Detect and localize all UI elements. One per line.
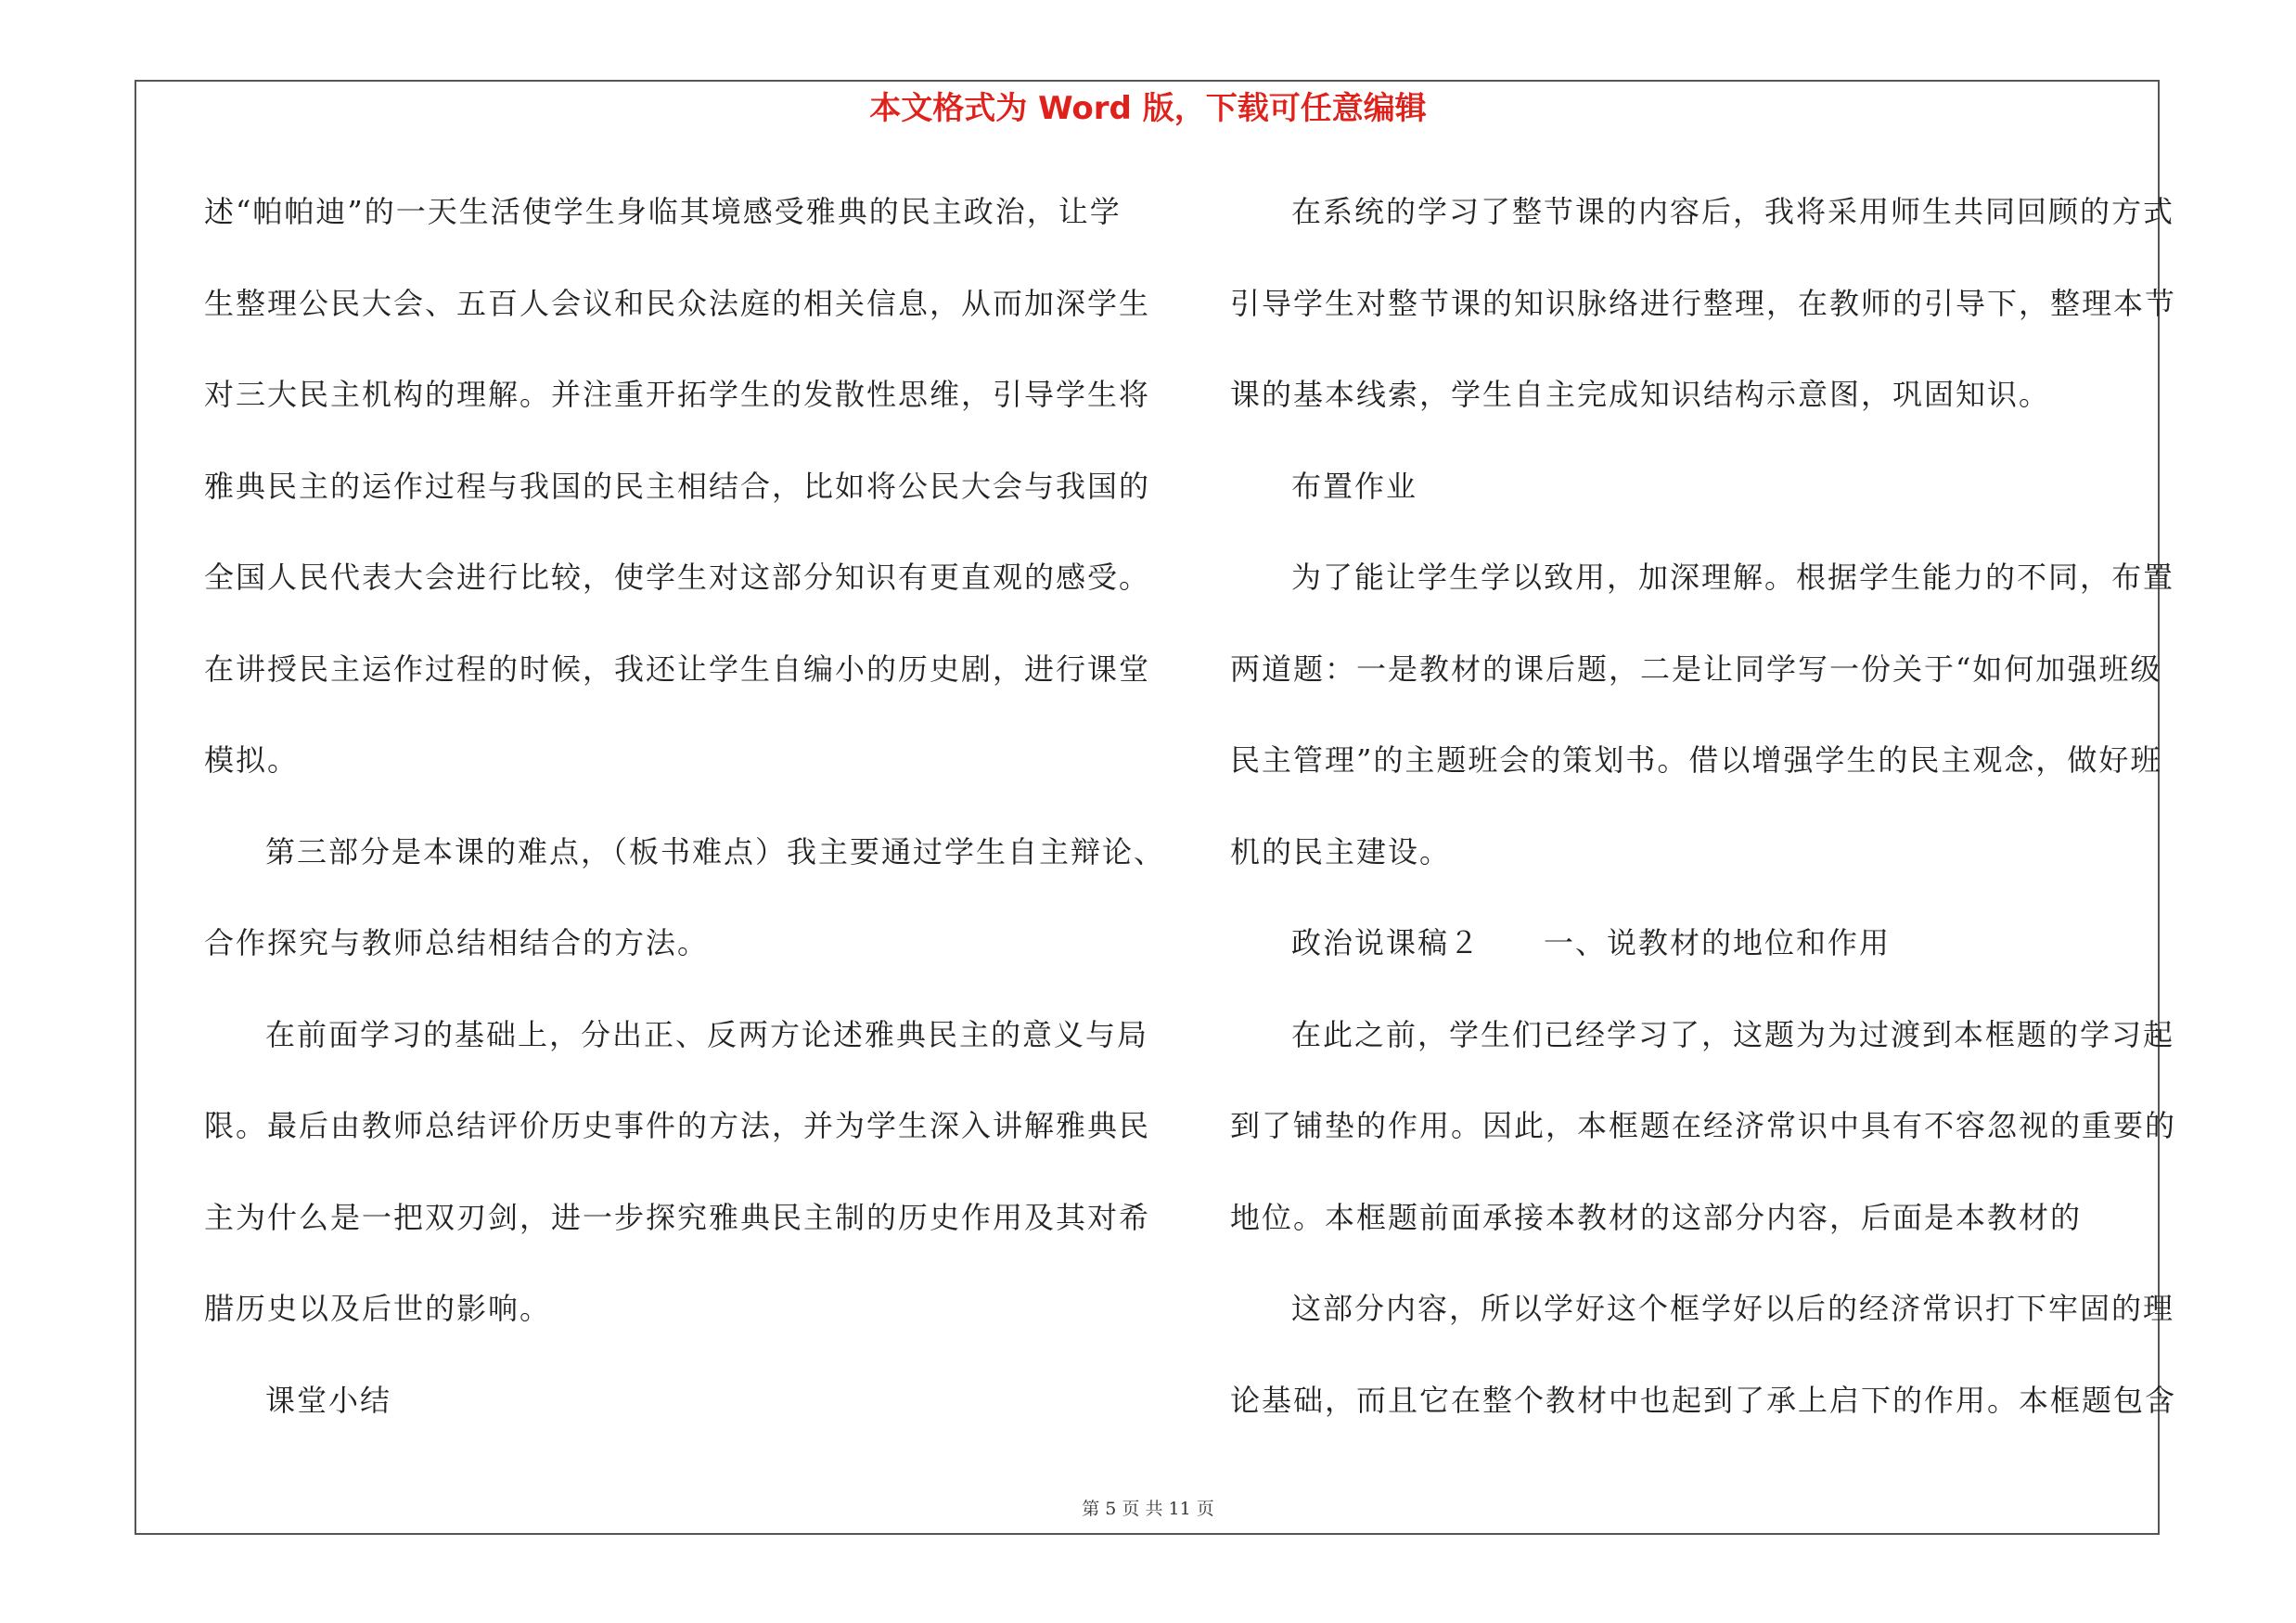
text-line: 引导学生对整节课的知识脉络进行整理，在教师的引导下，整理本节 bbox=[1230, 285, 2177, 321]
text-line: 到了铺垫的作用。因此，本框题在经济常识中具有不容忽视的重要的 bbox=[1230, 1108, 2177, 1143]
text-line: 生整理公民大会、五百人会议和民众法庭的相关信息，从而加深学生 bbox=[204, 285, 1151, 321]
page-number-footer: 第 5 页 共 11 页 bbox=[1082, 1499, 1214, 1519]
text-line: 在此之前，学生们已经学习了，这题为为过渡到本框题的学习起 bbox=[1291, 1016, 2175, 1052]
text-line: 限。最后由教师总结评价历史事件的方法，并为学生深入讲解雅典民 bbox=[204, 1108, 1151, 1143]
text-line: 为了能让学生学以致用，加深理解。根据学生能力的不同，布置 bbox=[1291, 560, 2175, 595]
text-line: 在前面学习的基础上，分出正、反两方论述雅典民主的意义与局 bbox=[265, 1016, 1149, 1052]
text-line: 在讲授民主运作过程的时候，我还让学生自编小的历史剧，进行课堂 bbox=[204, 650, 1151, 687]
text-line: 腊历史以及后世的影响。 bbox=[204, 1291, 552, 1326]
text-line: 布置作业 bbox=[1291, 468, 1418, 504]
text-line: 全国人民代表大会进行比较，使学生对这部分知识有更直观的感受。 bbox=[204, 560, 1151, 595]
text-line: 雅典民主的运作过程与我国的民主相结合，比如将公民大会与我国的 bbox=[204, 468, 1151, 504]
text-line: 这部分内容，所以学好这个框学好以后的经济常识打下牢固的理 bbox=[1291, 1291, 2175, 1326]
text-line: 课的基本线索，学生自主完成知识结构示意图，巩固知识。 bbox=[1230, 377, 2051, 412]
text-line: 述“帕帕迪”的一天生活使学生身临其境感受雅典的民主政治，让学 bbox=[204, 194, 1122, 229]
text-line: 第三部分是本课的难点，（板书难点）我主要通过学生自主辩论、 bbox=[265, 833, 1166, 869]
text-line: 对三大民主机构的理解。并注重开拓学生的发散性思维，引导学生将 bbox=[204, 377, 1151, 412]
text-line: 课堂小结 bbox=[265, 1382, 392, 1418]
text-line: 政治说课稿２ 一、说教材的地位和作用 bbox=[1291, 925, 1892, 960]
text-line: 机的民主建设。 bbox=[1230, 833, 1452, 869]
document-header: 本文格式为 Word 版，下载可任意编辑 bbox=[869, 90, 1427, 127]
text-line: 主为什么是一把双刃剑，进一步探究雅典民主制的历史作用及其对希 bbox=[204, 1199, 1151, 1235]
text-line: 论基础，而且它在整个教材中也起到了承上启下的作用。本框题包含 bbox=[1230, 1382, 2177, 1418]
text-line: 在系统的学习了整节课的内容后，我将采用师生共同回顾的方式 bbox=[1291, 194, 2175, 229]
text-line: 民主管理”的主题班会的策划书。借以增强学生的民主观念，做好班 bbox=[1230, 742, 2162, 778]
text-line: 地位。本框题前面承接本教材的这部分内容，后面是本教材的 bbox=[1230, 1199, 2083, 1235]
text-line: 模拟。 bbox=[204, 742, 300, 778]
text-line: 两道题：一是教材的课后题，二是让同学写一份关于“如何加强班级 bbox=[1230, 650, 2162, 687]
text-line: 合作探究与教师总结相结合的方法。 bbox=[204, 925, 710, 960]
